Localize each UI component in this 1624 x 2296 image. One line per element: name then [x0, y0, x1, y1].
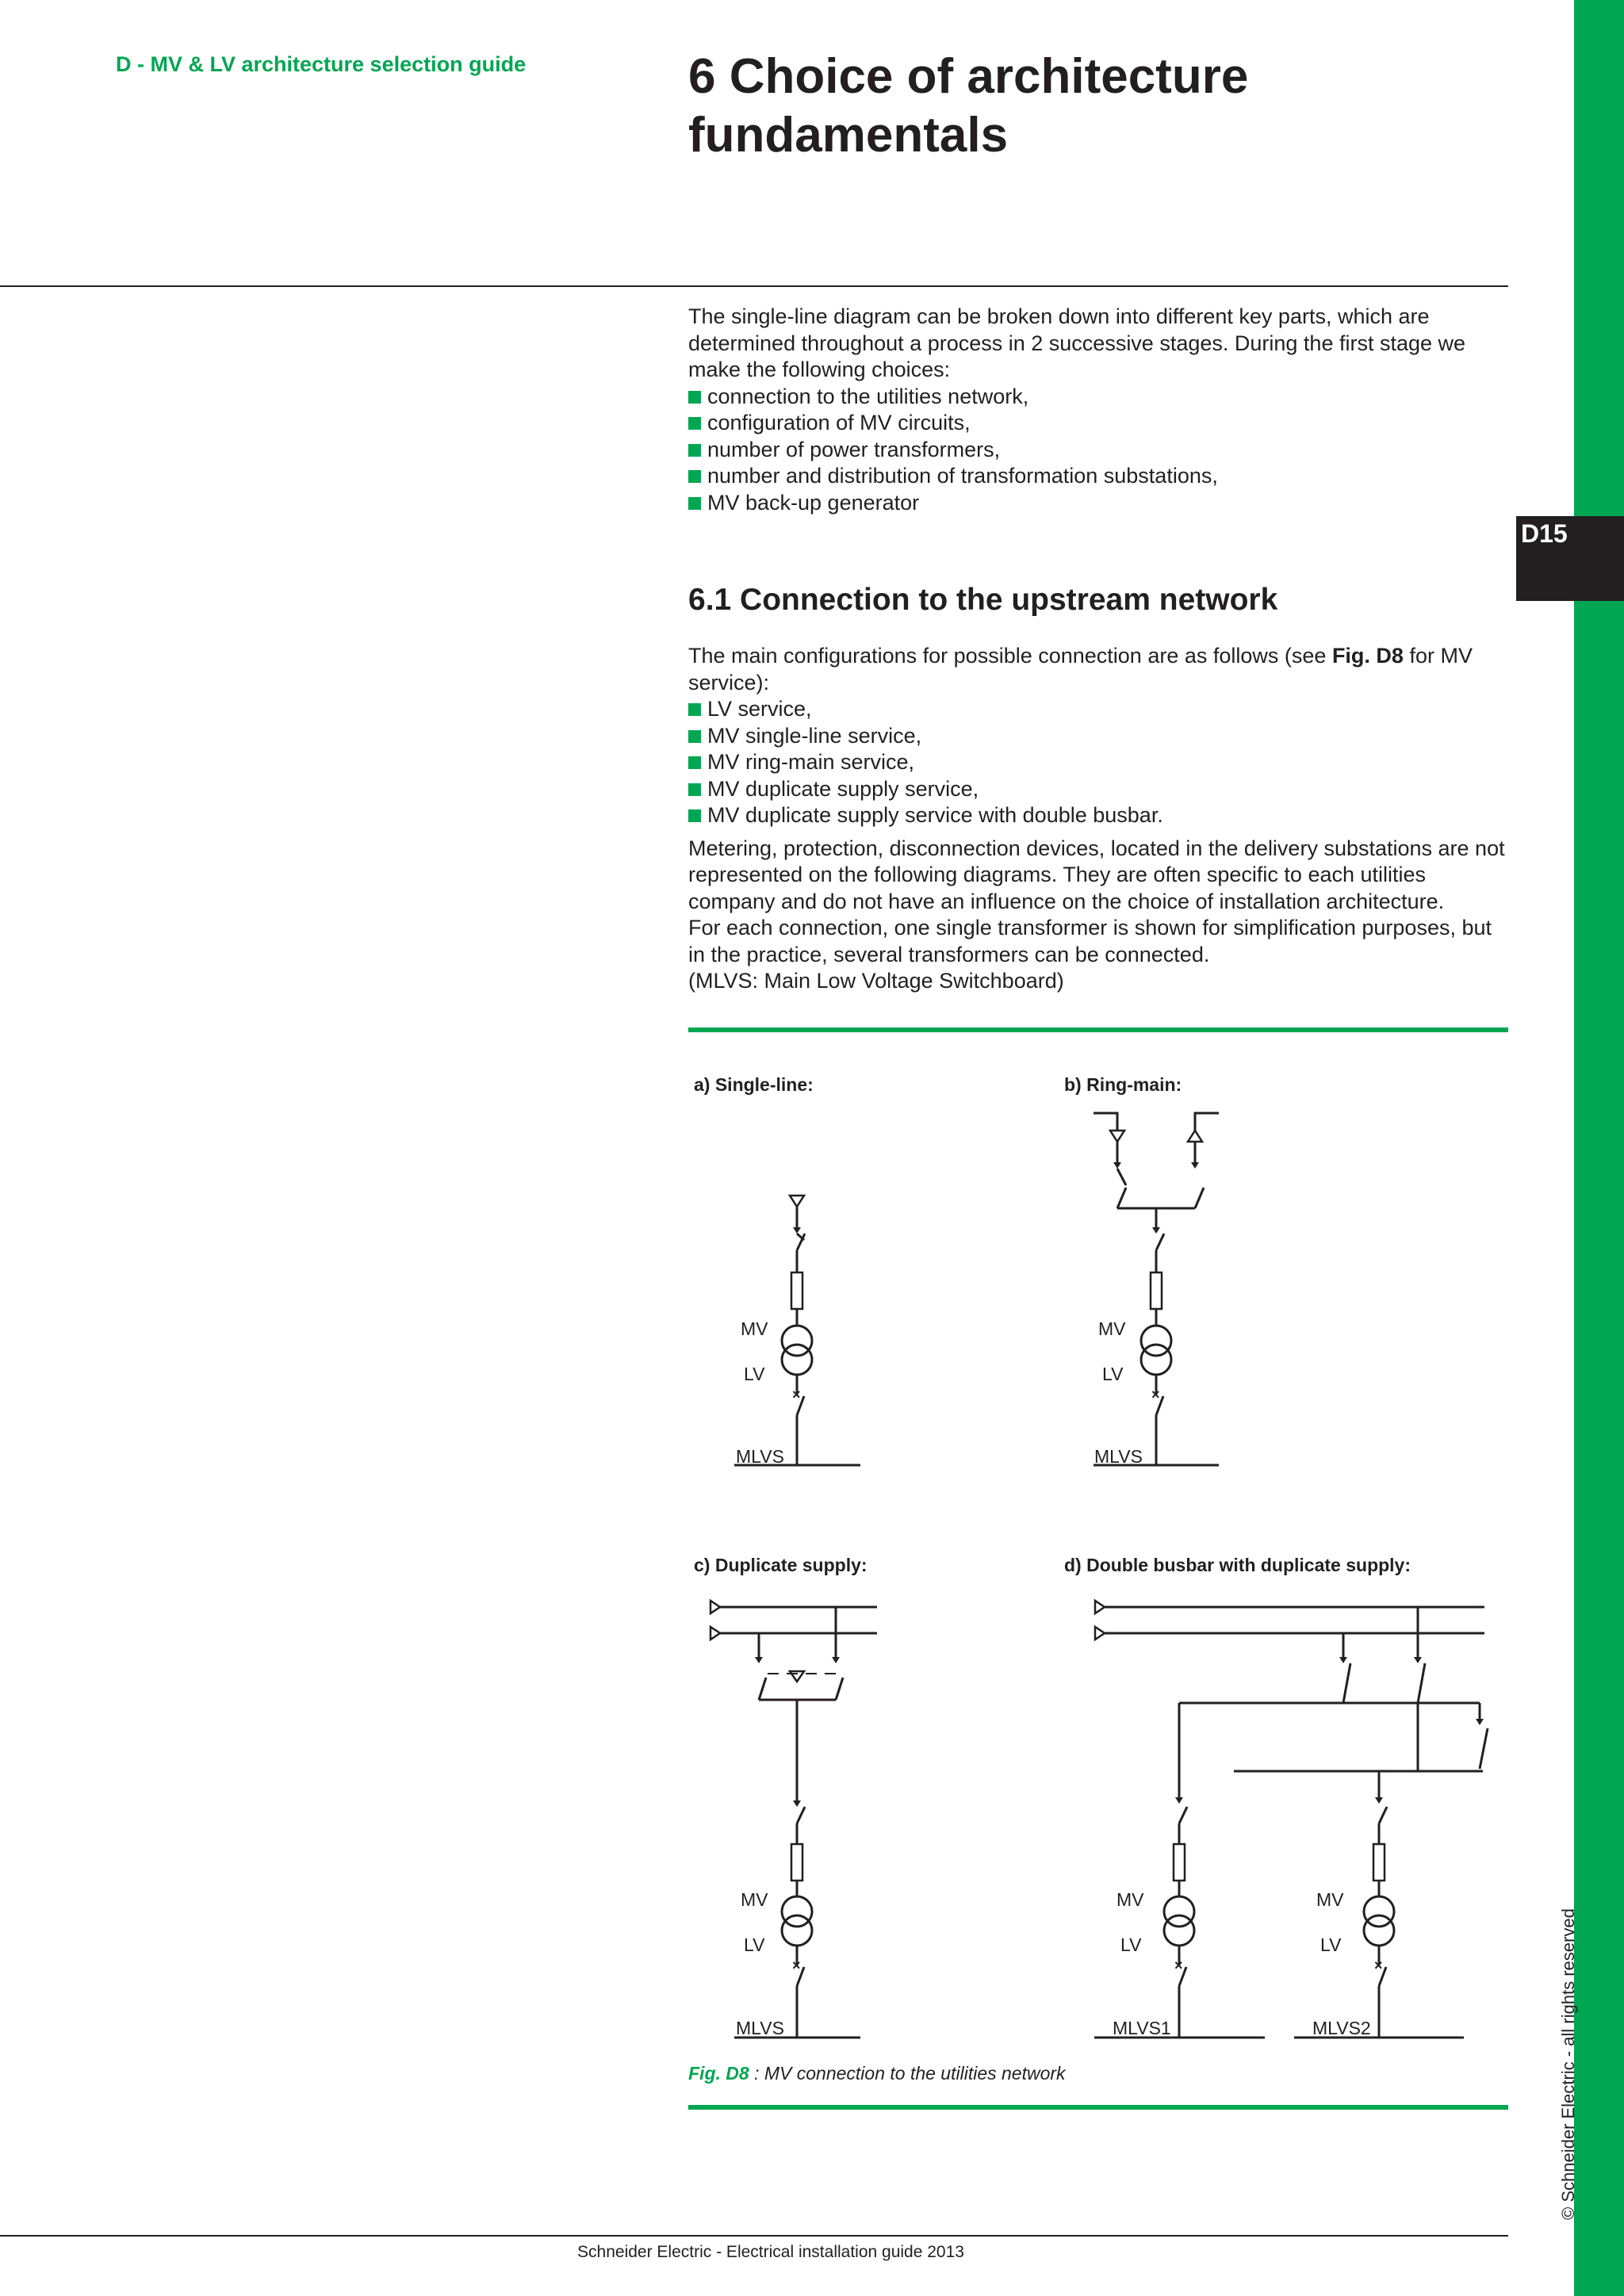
- diagram-b-label: b) Ring-main:: [1064, 1074, 1182, 1095]
- connection-paragraph: The main configurations for possible connection are as follows (see Fig. D8 for MV service):: [688, 644, 1473, 695]
- list-item: number of power transformers,: [688, 437, 1513, 464]
- page-number: D15: [1521, 519, 1568, 548]
- lv-label: LV: [1120, 1934, 1142, 1955]
- svg-text:×: ×: [1151, 1387, 1160, 1402]
- list-item: MV duplicate supply service,: [688, 776, 1513, 803]
- lv-label: LV: [1102, 1364, 1124, 1384]
- mv-label: MV: [741, 1889, 768, 1910]
- svg-text:×: ×: [792, 1387, 801, 1402]
- mv-label: MV: [1116, 1889, 1144, 1910]
- list-item: MV ring-main service,: [688, 749, 1513, 776]
- footer-text: Schneider Electric - Electrical installation guide 2013: [577, 2243, 964, 2261]
- copyright-notice: © Schneider Electric - all rights reserved: [1558, 1908, 1578, 2220]
- diagram-a: [734, 1196, 860, 1467]
- diagram-c: [710, 1601, 877, 2038]
- figure-reference: Fig. D8: [1331, 644, 1404, 668]
- mv-label: MV: [1316, 1889, 1344, 1910]
- intro-paragraph: The single-line diagram can be broken down into different key parts, which are determined throughout a process in 2 successive stages. During the first stage we make the following choices:: [688, 304, 1466, 381]
- footer-divider: [0, 2235, 1508, 2237]
- svg-text:×: ×: [1174, 1957, 1183, 1973]
- list-item: MV duplicate supply service with double busbar.: [688, 802, 1513, 829]
- mlvs1-label: MLVS1: [1113, 2018, 1171, 2038]
- footer: [0, 2243, 1624, 2262]
- mlvs2-label: MLVS2: [1312, 2018, 1371, 2038]
- section-heading: 6.1 Connection to the upstream network: [688, 583, 1278, 617]
- diagram-d-label: d) Double busbar with duplicate supply:: [1064, 1555, 1411, 1575]
- figure-caption-text: : MV connection to the utilities network: [749, 2063, 1066, 2084]
- lv-label: LV: [744, 1934, 765, 1955]
- list-item: number and distribution of transformation substations,: [688, 463, 1513, 490]
- mlvs-label: MLVS: [736, 2018, 784, 2038]
- lv-label: LV: [744, 1364, 765, 1384]
- svg-text:×: ×: [792, 1957, 801, 1973]
- chapter-title: 6 Choice of architecture fundamentals: [688, 49, 1249, 163]
- figure-bottom-rule: [688, 2105, 1508, 2110]
- list-item: MV single-line service,: [688, 723, 1513, 750]
- mv-label: MV: [741, 1318, 768, 1339]
- mv-label: MV: [1098, 1318, 1126, 1339]
- diagram-c-label: c) Duplicate supply:: [694, 1555, 868, 1575]
- transformer-paragraph: For each connection, one single transformer is shown for simplification purposes, but in the practice, several transformers can be connected.: [688, 916, 1492, 966]
- mlvs-label: MLVS: [1094, 1446, 1143, 1467]
- figure-number: Fig. D8: [688, 2063, 749, 2084]
- list-item: configuration of MV circuits,: [688, 410, 1513, 437]
- diagram-d: [1094, 1601, 1488, 2038]
- lv-label: LV: [1320, 1934, 1342, 1955]
- mlvs-note: (MLVS: Main Low Voltage Switchboard): [688, 969, 1064, 993]
- section-header: D - MV & LV architecture selection guide: [116, 52, 527, 76]
- list-item: connection to the utilities network,: [688, 384, 1513, 411]
- list-item: LV service,: [688, 696, 1513, 723]
- diagram-a-label: a) Single-line:: [694, 1074, 814, 1095]
- metering-paragraph: Metering, protection, disconnection devices, located in the delivery substations are not represented on the following diagrams. They are often specific to each utilities company and do not have an influence on the choice of installation architecture.: [688, 836, 1505, 913]
- mlvs-label: MLVS: [736, 1446, 784, 1467]
- diagram-b: [1094, 1113, 1219, 1467]
- svg-text:×: ×: [1374, 1957, 1383, 1973]
- figure-caption: [688, 2063, 1066, 2084]
- list-item: MV back-up generator: [688, 490, 1513, 517]
